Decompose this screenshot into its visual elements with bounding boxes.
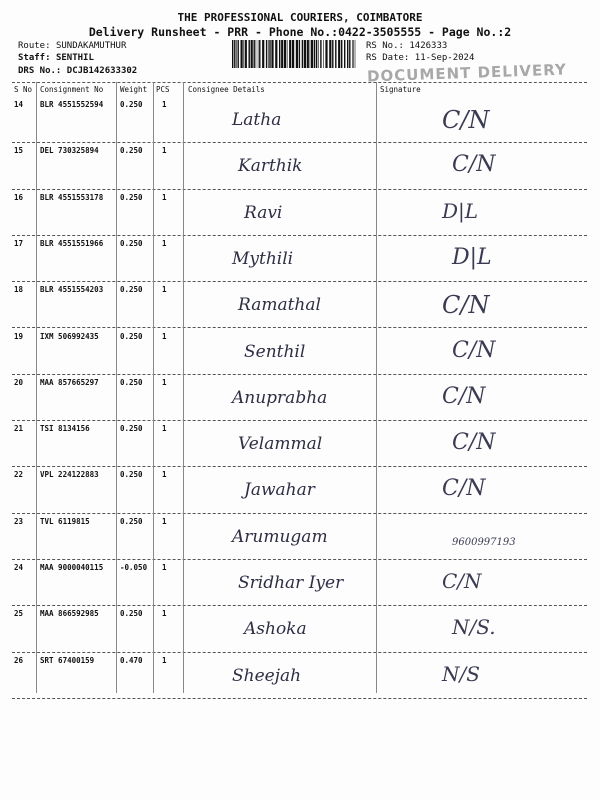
route-line (18, 41, 126, 51)
row-sno: 22 (14, 470, 24, 480)
row-signature: C/N (442, 383, 486, 409)
row-pcs: 1 (162, 192, 167, 202)
row-sno: 14 (14, 100, 24, 109)
drs-label: DRS No.: (18, 66, 62, 76)
rs-no-line (366, 41, 447, 51)
staff-line (18, 53, 94, 63)
row-weight: 0.250 (120, 192, 143, 202)
row-pcs: 1 (162, 609, 167, 619)
row-consignment: MAA 857665297 (40, 377, 99, 387)
route-value: SUNDAKAMUTHUR (55, 41, 127, 51)
drs-value: DCJB142633302 (66, 66, 138, 76)
row-consignee: Jawahar (244, 480, 315, 501)
barcode (232, 40, 358, 68)
row-weight: 0.250 (120, 377, 143, 387)
row-consignee: Karthik (238, 156, 303, 177)
col-pcs: PCS (156, 85, 170, 94)
row-consignment: SRT 67400159 (40, 655, 95, 665)
col-sno: S No (14, 85, 33, 94)
row-sno: 26 (14, 655, 24, 665)
runsheet-subtitle: Delivery Runsheet - PRR - Phone No.:0422-3505555 - Page No.:2 (88, 25, 512, 39)
rs-date-line (366, 53, 474, 63)
table-row (12, 420, 587, 466)
row-signature: C/N (442, 106, 490, 134)
row-divider (12, 698, 587, 699)
row-signature: C/N (442, 291, 490, 320)
table-row (12, 328, 587, 374)
route-label: Route: (18, 41, 51, 51)
row-sno: 15 (14, 146, 24, 156)
row-sno: 18 (14, 285, 24, 295)
row-signature: 9600997193 (452, 536, 516, 548)
row-pcs: 1 (162, 285, 167, 295)
col-consignment: Consignment No (40, 85, 104, 94)
row-consignment: TSI 8134156 (40, 424, 90, 434)
staff-label: Staff: (18, 53, 51, 63)
row-consignee: Ravi (244, 202, 283, 223)
row-consignee: Ramathal (238, 295, 321, 316)
row-signature: D|L (442, 198, 479, 223)
table-row (12, 142, 587, 188)
staff-value: SENTHIL (55, 53, 94, 63)
table-row (12, 652, 587, 698)
row-pcs: 1 (162, 470, 167, 480)
row-weight: 0.250 (120, 516, 143, 526)
column-rule (36, 82, 37, 693)
row-pcs: 1 (162, 424, 167, 434)
row-pcs: 1 (162, 377, 167, 387)
row-sno: 16 (14, 192, 24, 202)
row-consignment: DEL 730325894 (40, 146, 99, 156)
row-weight: -0.050 (120, 563, 148, 572)
col-consignee: Consignee Details (188, 85, 265, 94)
row-consignment: IXM 506992435 (40, 331, 99, 341)
row-consignee: Latha (232, 110, 282, 130)
row-weight: 0.250 (120, 609, 143, 619)
row-sno: 20 (14, 377, 24, 387)
row-weight: 0.250 (120, 470, 143, 480)
row-pcs: 1 (162, 516, 167, 526)
col-signature: Signature (380, 85, 421, 94)
row-weight: 0.250 (120, 146, 143, 156)
table-row (12, 374, 587, 420)
row-weight: 0.250 (120, 424, 143, 434)
col-weight: Weight (120, 85, 148, 94)
row-signature: C/N (442, 569, 482, 593)
row-pcs: 1 (162, 563, 167, 572)
column-rule (183, 82, 184, 693)
row-consignment: TVL 6119815 (40, 516, 90, 526)
row-weight: 0.250 (120, 285, 143, 295)
row-consignee: Velammal (238, 434, 323, 455)
document-delivery-stamp: DOCUMENT DELIVERY (366, 60, 568, 86)
row-sno: 23 (14, 516, 24, 526)
row-signature: N/S (442, 661, 480, 686)
row-sno: 17 (14, 238, 24, 248)
row-consignee: Anuprabha (232, 387, 328, 408)
row-weight: 0.250 (120, 100, 143, 109)
row-weight: 0.250 (120, 238, 143, 248)
drs-line (18, 66, 137, 76)
table-row (12, 559, 587, 605)
row-pcs: 1 (162, 100, 167, 109)
rs-no-label: RS No.: (366, 41, 404, 51)
table-row (12, 605, 587, 651)
row-pcs: 1 (162, 238, 167, 248)
column-rule (116, 82, 117, 693)
row-sno: 19 (14, 331, 24, 341)
column-rule (153, 82, 154, 693)
row-weight: 0.470 (120, 655, 143, 665)
row-consignment: MAA 866592985 (40, 609, 99, 619)
row-consignment: BLR 4551554203 (40, 285, 104, 295)
rs-date-value: 11-Sep-2024 (414, 53, 475, 63)
row-consignment: BLR 4551553178 (40, 192, 104, 202)
row-consignment: MAA 9000040115 (40, 563, 104, 572)
row-signature: C/N (452, 152, 496, 178)
runsheet-title: THE PROFESSIONAL COURIERS, COIMBATORE (177, 11, 423, 24)
row-signature: C/N (452, 337, 496, 363)
row-sno: 21 (14, 424, 24, 434)
row-signature: N/S. (452, 615, 496, 640)
row-consignee: Senthil (244, 341, 306, 362)
row-pcs: 1 (162, 146, 167, 156)
row-sno: 24 (14, 563, 24, 572)
row-consignee: Arumugam (232, 526, 328, 547)
table-header (12, 82, 587, 96)
rs-no-value: 1426333 (409, 41, 448, 51)
table-row (12, 466, 587, 512)
rs-date-label: RS Date: (366, 53, 410, 63)
table-row (12, 513, 587, 559)
table-row (12, 281, 587, 327)
table-row (12, 235, 587, 281)
row-consignee: Mythili (232, 248, 294, 269)
row-pcs: 1 (162, 331, 167, 341)
row-sno: 25 (14, 609, 24, 619)
table-row (12, 96, 587, 142)
row-consignee: Sridhar Iyer (238, 573, 344, 593)
row-consignee: Sheejah (232, 665, 302, 686)
row-signature: C/N (442, 476, 486, 502)
row-weight: 0.250 (120, 331, 143, 341)
row-pcs: 1 (162, 655, 167, 665)
row-consignment: BLR 4551552594 (40, 100, 104, 109)
row-signature: D|L (452, 244, 492, 270)
row-consignment: BLR 4551551966 (40, 238, 104, 248)
row-consignee: Ashoka (244, 619, 307, 640)
table-row (12, 189, 587, 235)
column-rule (376, 82, 377, 693)
row-consignment: VPL 224122883 (40, 470, 99, 480)
row-signature: C/N (452, 430, 496, 456)
